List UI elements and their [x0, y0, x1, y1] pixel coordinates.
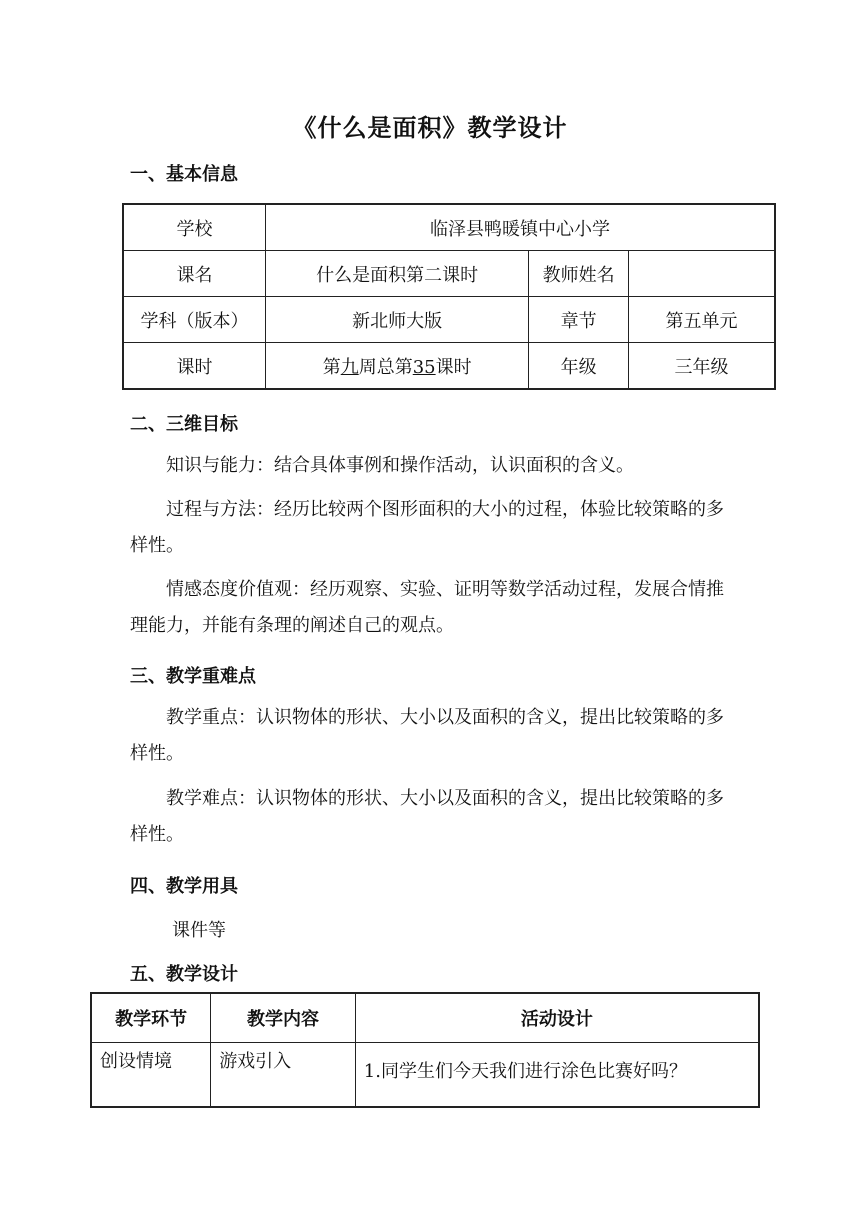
teacher-label: 教师姓名 [529, 251, 629, 297]
teaching-design-table [90, 992, 760, 1108]
section-heading-basic-info: 一、基本信息 [130, 164, 238, 185]
period-prefix: 第 [322, 356, 341, 378]
grade-value: 三年级 [628, 343, 775, 390]
header-activity: 活动设计 [355, 993, 759, 1043]
section-heading-keypoints: 三、教学重难点 [130, 666, 256, 687]
period-mid: 周总第 [358, 356, 413, 378]
school-label: 学校 [123, 204, 266, 251]
period-number: 35 [412, 356, 436, 378]
section-heading-design: 五、教学设计 [130, 964, 238, 985]
table-row [91, 1043, 759, 1108]
table-row [123, 204, 775, 251]
course-label: 课名 [123, 251, 266, 297]
table-row [123, 297, 775, 343]
table-row [123, 343, 775, 390]
teacher-value [628, 251, 775, 297]
subject-value: 新北师大版 [266, 297, 529, 343]
page-title: 《什么是面积》教学设计 [292, 114, 568, 142]
basic-info-table [122, 203, 776, 390]
goal-process: 过程与方法：经历比较两个图形面积的大小的过程，体验比较策略的多样性。 [130, 499, 724, 556]
subject-label: 学科（版本） [123, 297, 266, 343]
cell-content: 游戏引入 [211, 1043, 356, 1108]
goal-knowledge: 知识与能力：结合具体事例和操作活动，认识面积的含义。 [166, 455, 634, 476]
chapter-value: 第五单元 [628, 297, 775, 343]
period-value [266, 343, 529, 390]
section-heading-goals: 二、三维目标 [130, 414, 238, 435]
goal-attitude: 情感态度价值观：经历观察、实验、证明等数学活动过程，发展合情推理能力，并能有条理的阐述自己的观点。 [130, 579, 724, 636]
period-week: 九 [340, 356, 359, 378]
tools-text: 课件等 [172, 920, 226, 941]
table-header-row [91, 993, 759, 1043]
period-label: 课时 [123, 343, 266, 390]
table-row [123, 251, 775, 297]
header-stage: 教学环节 [91, 993, 211, 1043]
course-value: 什么是面积第二课时 [266, 251, 529, 297]
keypoint-focus: 教学重点：认识物体的形状、大小以及面积的含义，提出比较策略的多样性。 [130, 707, 724, 764]
chapter-label: 章节 [529, 297, 629, 343]
cell-stage: 创设情境 [91, 1043, 211, 1108]
grade-label: 年级 [529, 343, 629, 390]
school-value: 临泽县鸭暖镇中心小学 [266, 204, 775, 251]
section-heading-tools: 四、教学用具 [130, 876, 238, 897]
period-suffix: 课时 [435, 356, 472, 378]
cell-activity: 1.同学生们今天我们进行涂色比赛好吗？ [355, 1043, 759, 1108]
header-content: 教学内容 [211, 993, 356, 1043]
keypoint-difficulty: 教学难点：认识物体的形状、大小以及面积的含义，提出比较策略的多样性。 [130, 788, 724, 845]
